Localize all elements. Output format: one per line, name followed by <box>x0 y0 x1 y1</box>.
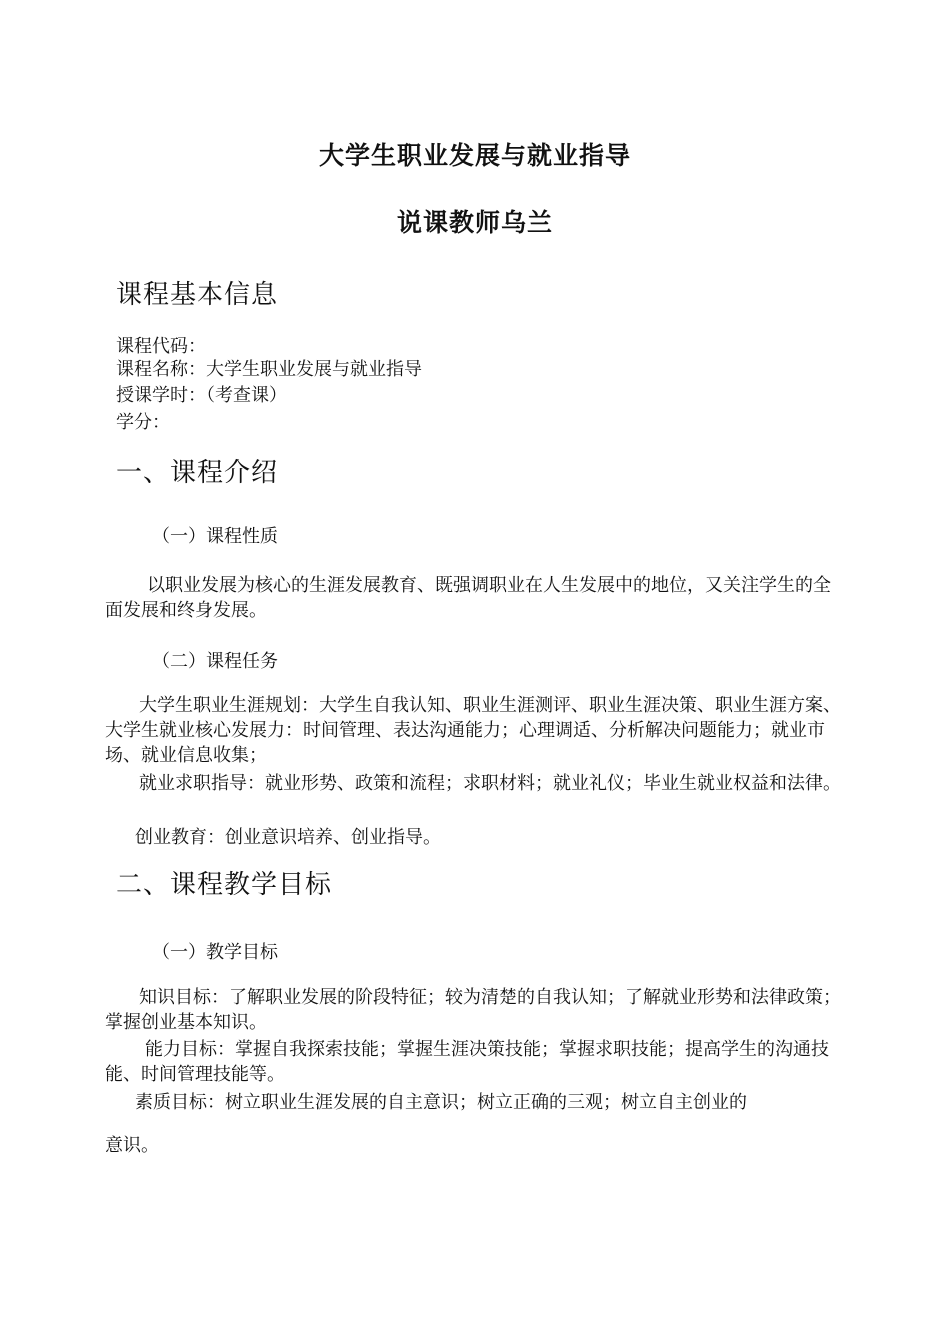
document-title: 大学生职业发展与就业指导 <box>318 141 631 170</box>
course-credits: 学分： <box>116 412 170 433</box>
document-subtitle: 说课教师乌兰 <box>396 208 553 237</box>
section1-sub2-p1: 大学生职业生涯规划：大学生自我认知、职业生涯测评、职业生涯决策、职业生涯方案、大学生就业核心发展力：时间管理、表达沟通能力；心理调适、分析解决问题能力；就业市场、就业信息收集； <box>105 695 841 766</box>
course-name: 课程名称：大学生职业发展与就业指导 <box>116 359 422 380</box>
section2-sub1-heading: （一）教学目标 <box>152 942 278 963</box>
section1-sub1-heading: （一）课程性质 <box>152 526 278 547</box>
section2-sub1-p2: 能力目标：掌握自我探索技能；掌握生涯决策技能；掌握求职技能；提高学生的沟通技能、时间管理技能等。 <box>105 1039 829 1085</box>
section2-heading: 二、课程教学目标 <box>116 870 333 900</box>
section1-sub2-heading: （二）课程任务 <box>152 651 278 672</box>
course-hours: 授课学时：（考查课） <box>116 385 287 406</box>
section2-sub1-p3: 素质目标：树立职业生涯发展的自主意识；树立正确的三观；树立自主创业的 <box>135 1092 747 1113</box>
section1-sub2-p2: 就业求职指导：就业形势、政策和流程；求职材料；就业礼仪；毕业生就业权益和法律。 <box>139 773 841 794</box>
course-code: 课程代码： <box>116 336 206 357</box>
section1-sub2-p3: 创业教育：创业意识培养、创业指导。 <box>135 827 441 848</box>
section1-heading: 一、课程介绍 <box>116 458 279 488</box>
section1-sub1-text: 以职业发展为核心的生涯发展教育、既强调职业在人生发展中的地位，又关注学生的全面发展和终身发展。 <box>105 575 831 621</box>
basic-info-heading: 课程基本信息 <box>116 280 279 310</box>
section2-sub1-p3-end: 意识。 <box>105 1135 159 1156</box>
section2-sub1-p1: 知识目标：了解职业发展的阶段特征；较为清楚的自我认知；了解就业形势和法律政策；掌握创业基本知识。 <box>105 987 841 1033</box>
